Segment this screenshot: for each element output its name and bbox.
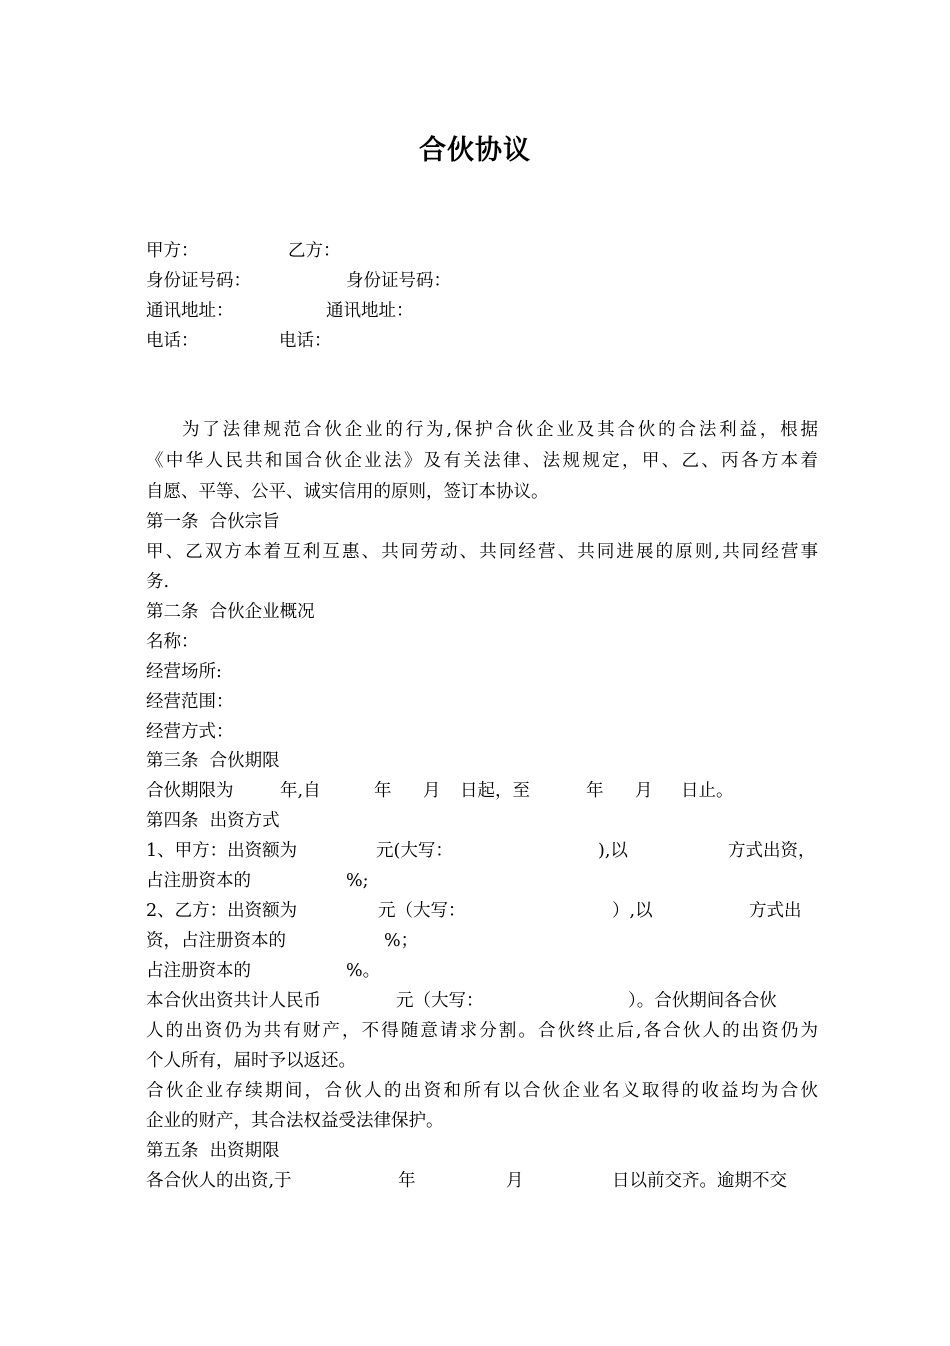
article-text: 个人所有，届时予以返还。 [146,1051,356,1071]
address-b-label: 通讯地址： [326,301,414,321]
deadline-segment: 月 [506,1171,524,1191]
article-heading: 第一条 合伙宗旨 [146,512,280,532]
tel-a-label: 电话： [146,331,199,351]
contribution-c-share [146,956,381,986]
article-text: 合伙企业存续期间，合伙人的出资和所有以合伙企业名义取得的收益均为合伙 [146,1081,818,1101]
contribution-segment: 占注册资本的 [146,961,251,981]
term-segment: 年 [374,781,392,801]
term-segment: 日止。 [681,781,734,801]
article-text: 务. [146,572,170,592]
contribution-segment: %; [346,871,369,891]
article-heading: 第四条 出资方式 [146,811,280,831]
contribution-segment: 方式出资， [728,841,816,861]
contribution-segment: 2、乙方：出资额为 [146,901,298,921]
term-line [146,776,818,806]
contribution-b-share [146,926,419,956]
deadline-line [146,1166,818,1196]
term-segment: 日起，至 [460,781,530,801]
deadline-segment: 各合伙人的出资,于 [146,1171,292,1191]
term-segment: 月 [635,781,653,801]
term-segment: 月 [423,781,441,801]
contribution-segment: ),以 [598,841,628,861]
business-name-label: 名称： [146,632,199,652]
business-place-label: 经营场所: [146,662,222,682]
contribution-segment: %； [384,931,419,951]
contribution-segment: 1、甲方：出资额为 [146,841,298,861]
contribution-segment: 资，占注册资本的 [146,931,286,951]
id-b-label: 身份证号码： [346,271,451,291]
business-mode-label: 经营方式： [146,722,234,742]
party-b-label: 乙方： [288,241,341,261]
article-heading: 第五条 出资期限 [146,1141,280,1161]
contribution-segment: 元（大写： [378,901,466,921]
contribution-segment: 方式出 [749,901,802,921]
contribution-segment: 占注册资本的 [146,871,251,891]
id-line [146,266,451,296]
deadline-segment: 日以前交齐。逾期不交 [612,1171,787,1191]
article-text: 甲、乙双方本着互利互惠、共同劳动、共同经营、共同进展的原则,共同经营事 [146,542,818,562]
contribution-segment: ）。合伙期间各合伙 [628,991,777,1011]
contribution-segment: %。 [346,961,381,981]
party-line [146,236,341,266]
contribution-segment: 元(大写： [376,841,453,861]
tel-line [146,326,332,356]
party-a-label: 甲方： [146,241,199,261]
contribution-a-share [146,866,369,896]
article-text: 企业的财产，其合法权益受法律保护。 [146,1111,444,1131]
address-a-label: 通讯地址： [146,301,234,321]
contribution-a-line [146,836,818,866]
contribution-segment: 元（大写： [396,991,484,1011]
document-title: 合伙协议 [419,135,531,166]
address-line [146,296,414,326]
intro-line: 为了法律规范合伙企业的行为,保护合伙企业及其合伙的合法利益，根据 [182,420,818,440]
total-contribution-line [146,986,818,1016]
contribution-segment: ）,以 [612,901,653,921]
article-text: 人的出资仍为共有财产，不得随意请求分割。合伙终止后,各合伙人的出资仍为 [146,1021,818,1041]
term-segment: 年 [586,781,604,801]
term-segment: 年,自 [280,781,321,801]
intro-line: 《中华人民共和国合伙企业法》及有关法律、法规规定，甲、乙、丙各方本着 [146,451,818,471]
business-scope-label: 经营范围： [146,692,234,712]
deadline-segment: 年 [398,1171,416,1191]
tel-b-label: 电话： [279,331,332,351]
contribution-b-line [146,896,818,926]
article-heading: 第二条 合伙企业概况 [146,602,315,622]
contribution-segment: 本合伙出资共计人民币 [146,991,321,1011]
id-a-label: 身份证号码： [146,271,251,291]
term-segment: 合伙期限为 [146,781,234,801]
article-heading: 第三条 合伙期限 [146,751,280,771]
intro-line: 自愿、平等、公平、诚实信用的原则，签订本协议。 [146,482,549,502]
